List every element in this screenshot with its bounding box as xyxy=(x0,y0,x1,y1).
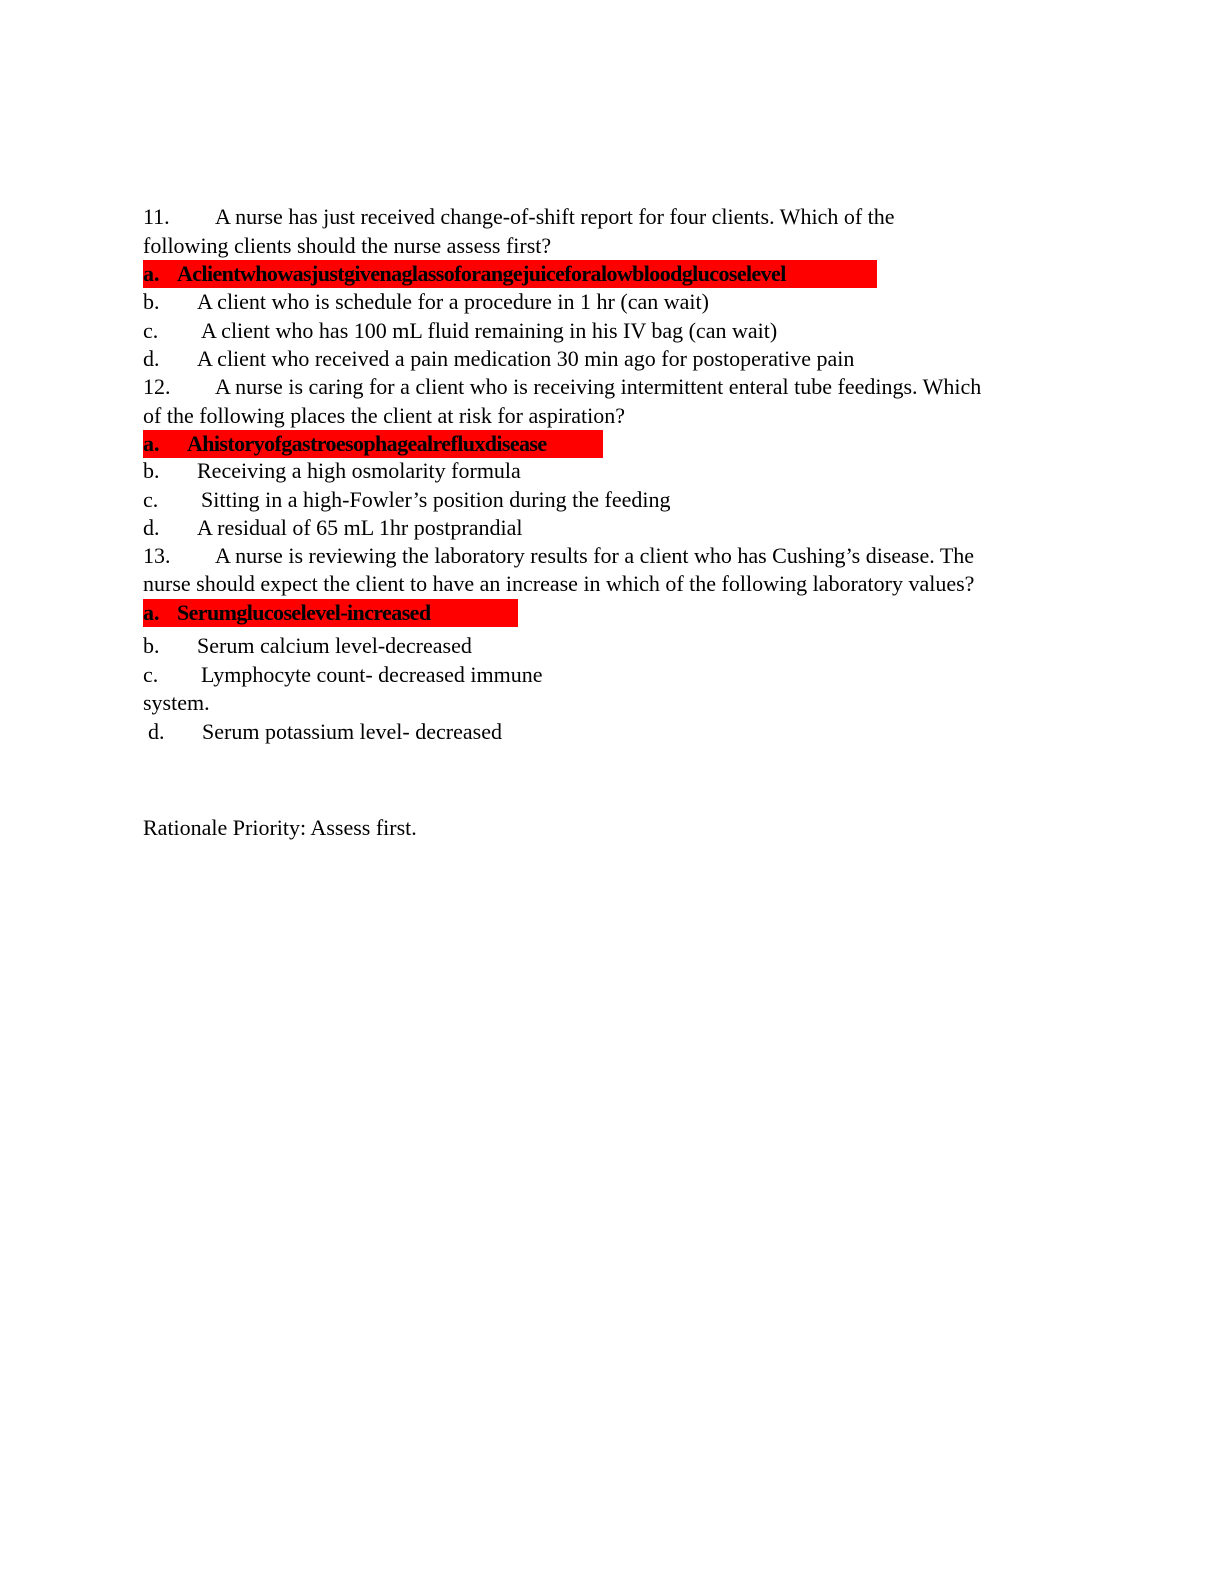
question-13-option-d: d. Serum potassium level- decreased xyxy=(148,719,502,744)
question-11-answer-letter: a. xyxy=(143,261,160,286)
question-12-stem-line1 xyxy=(143,373,981,401)
question-13-option-b: b. Serum calcium level-decreased xyxy=(143,633,472,658)
question-13-stem-text1: A nurse is reviewing the laboratory results for a client who has Cushing’s disease. The xyxy=(215,543,975,568)
question-13-number: 13. xyxy=(143,543,171,568)
question-13-answer-letter: a. xyxy=(143,600,160,625)
rationale-text: Rationale Priority: Assess first. xyxy=(143,815,417,840)
question-12-answer-text: Ahistoryofgastroesophagealrefluxdisease xyxy=(187,431,547,456)
question-12-stem-line2: of the following places the client at risk for aspiration? xyxy=(143,403,626,428)
question-11-stem-line1 xyxy=(143,203,895,231)
question-11-answer-text: Aclientwhowasjustgivenaglassoforangejuiceforalowbloodglucoselevel xyxy=(177,261,786,286)
question-13-answer-text: Serumglucoselevel-increased xyxy=(177,600,431,625)
question-13-option-c: c. Lymphocyte count- decreased immune xyxy=(143,662,543,687)
question-13-stem-line1 xyxy=(143,542,974,570)
question-13-correct-answer xyxy=(143,599,518,627)
question-12-stem-text1: A nurse is caring for a client who is receiving intermittent enteral tube feedings. Which xyxy=(215,374,982,399)
question-12-option-c: c. Sitting in a high-Fowler’s position during the feeding xyxy=(143,487,671,512)
question-12-option-b: b. Receiving a high osmolarity formula xyxy=(143,458,521,483)
question-11-option-c: c. A client who has 100 mL fluid remaining in his IV bag (can wait) xyxy=(143,318,778,343)
question-13-stem-line2: nurse should expect the client to have an increase in which of the following laboratory values? xyxy=(143,571,975,596)
question-13-option-c-continued: system. xyxy=(143,690,210,715)
question-11-option-d: d. A client who received a pain medication 30 min ago for postoperative pain xyxy=(143,346,855,371)
question-12-answer-letter: a. xyxy=(143,431,160,456)
question-11-number: 11. xyxy=(143,204,170,229)
question-12-option-d: d. A residual of 65 mL 1hr postprandial xyxy=(143,515,523,540)
question-12-number: 12. xyxy=(143,374,171,399)
question-11-option-b: b. A client who is schedule for a procedure in 1 hr (can wait) xyxy=(143,289,709,314)
question-11-stem-text1: A nurse has just received change-of-shift report for four clients. Which of the xyxy=(215,204,895,229)
question-12-correct-answer xyxy=(143,430,603,458)
question-11-correct-answer xyxy=(143,260,877,288)
question-11-stem-line2: following clients should the nurse assess first? xyxy=(143,233,552,258)
